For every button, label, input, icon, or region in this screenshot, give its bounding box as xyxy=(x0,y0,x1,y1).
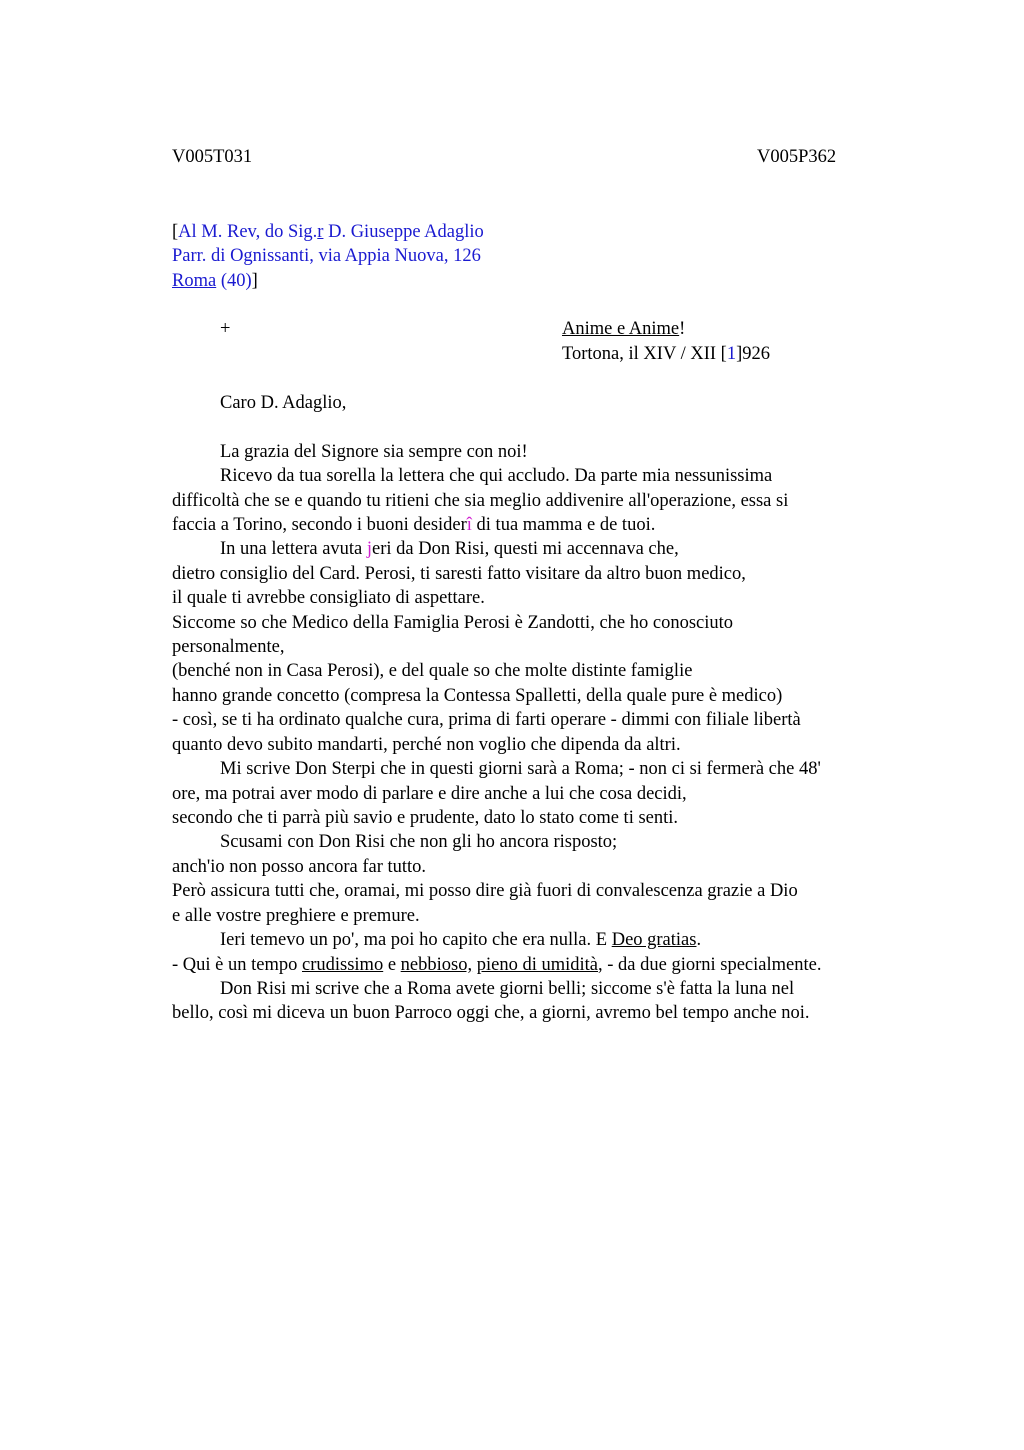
motto xyxy=(562,319,685,340)
motto-exclamation: ! xyxy=(679,319,686,339)
cross-symbol: + xyxy=(220,319,231,339)
underlined-phrase: nebbioso, xyxy=(400,955,473,975)
body-line: dietro consiglio del Card. Perosi, ti saresti fatto visitare da altro buon medico, xyxy=(172,564,746,584)
salutation: Caro D. Adaglio, xyxy=(220,393,347,413)
body-line: personalmente, xyxy=(172,637,285,657)
underlined-phrase: crudissimo xyxy=(302,955,384,975)
body-line: In una lettera avuta jeri da Don Risi, questi mi accennava che, xyxy=(220,539,679,559)
body-line: - Qui è un tempo crudissimo e nebbioso, pieno di umidità, - da due giorni specialmente. xyxy=(172,955,822,975)
body-line: e alle vostre preghiere e premure. xyxy=(172,906,420,926)
body-line: (benché non in Casa Perosi), e del quale so che molte distinte famiglie xyxy=(172,661,693,681)
body-line: anch'io non posso ancora far tutto. xyxy=(172,857,427,877)
underlined-phrase: pieno di umidità xyxy=(476,955,598,975)
body-line: faccia a Torino, secondo i buoni desiderî di tua mamma e de tuoi. xyxy=(172,515,656,535)
date-editorial-digit: 1 xyxy=(726,344,737,364)
body-line: il quale ti avrebbe consigliato di aspettare. xyxy=(172,588,485,608)
body-line: Però assicura tutti che, oramai, mi posso dire già fuori di convalescenza grazie a Dio xyxy=(172,881,798,901)
address-postcode: (40) xyxy=(216,271,252,291)
address-parish: Parr. di Ognissanti, via Appia Nuova, 126 xyxy=(172,246,481,266)
body-line: Mi scrive Don Sterpi che in questi giorni sarà a Roma; - non ci si fermerà che 48' xyxy=(220,759,821,779)
editorial-correction: j xyxy=(366,539,373,559)
body-line: La grazia del Signore sia sempre con noi! xyxy=(220,442,528,462)
address-recipient-a: Al M. Rev, do Sig. xyxy=(178,222,318,242)
address-city: Roma xyxy=(172,271,217,291)
address-bracket-open: [ xyxy=(172,222,179,242)
body-line: difficoltà che se e quando tu ritieni che sia meglio addivenire all'operazione, essa si xyxy=(172,491,789,511)
body-line: Don Risi mi scrive che a Roma avete giorni belli; siccome s'è fatta la luna nel xyxy=(220,979,795,999)
body-line: - così, se ti ha ordinato qualche cura, prima di farti operare - dimmi con filiale libertà xyxy=(172,710,801,730)
motto-text: Anime e Anime xyxy=(562,319,680,339)
body-line: Siccome so che Medico della Famiglia Perosi è Zandotti, che ho conosciuto xyxy=(172,613,734,633)
address-bracket-close: ] xyxy=(251,271,258,291)
body-line: bello, così mi diceva un buon Parroco oggi che, a giorni, avremo bel tempo anche noi. xyxy=(172,1003,810,1023)
volume-code-left: V005T031 xyxy=(172,147,253,167)
underlined-phrase: Deo gratias xyxy=(611,930,697,950)
volume-code-right: V005P362 xyxy=(757,147,837,167)
editorial-correction: î xyxy=(466,515,472,535)
body-line: quanto devo subito mandarti, perché non voglio che dipenda da altri. xyxy=(172,735,681,755)
body-line: ore, ma potrai aver modo di parlare e dire anche a lui che cosa decidi, xyxy=(172,784,687,804)
address-recipient-r: r xyxy=(317,222,324,242)
body-line: Ricevo da tua sorella la lettera che qui accludo. Da parte mia nessunissima xyxy=(220,466,773,486)
body-line: secondo che ti parrà più savio e prudente, dato lo stato come ti senti. xyxy=(172,808,679,828)
body-line: Scusami con Don Risi che non gli ho ancora risposto; xyxy=(220,832,618,852)
body-line: Ieri temevo un po', ma poi ho capito che era nulla. E Deo gratias. xyxy=(220,930,702,950)
address-recipient-b: D. Giuseppe Adaglio xyxy=(323,222,484,242)
date-line: Tortona, il XIV / XII [1]926 xyxy=(562,344,771,364)
body-line: hanno grande concetto (compresa la Contessa Spalletti, della quale pure è medico) xyxy=(172,686,783,706)
